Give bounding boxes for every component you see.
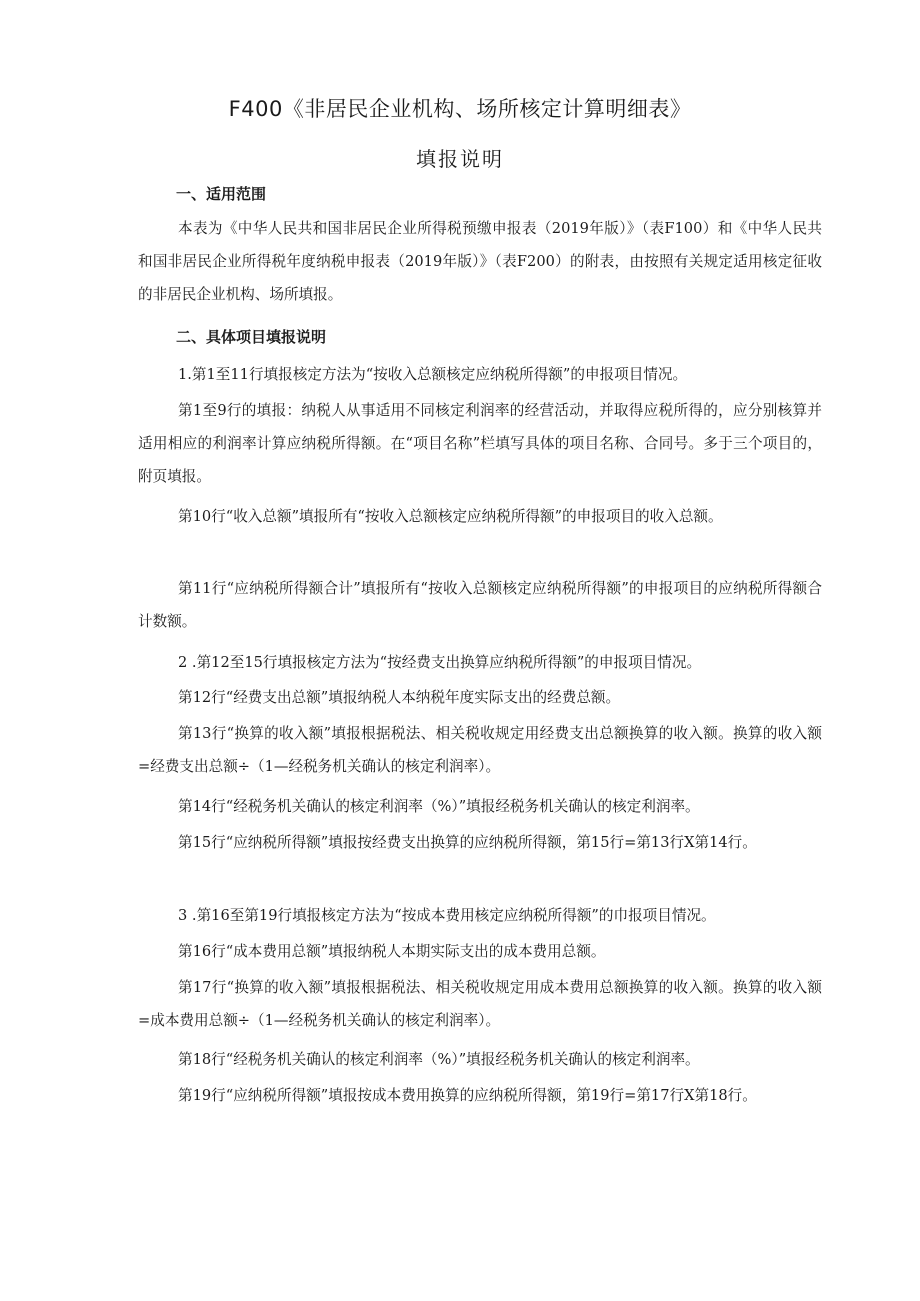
document-subtitle: 填报说明 [416,147,504,171]
section-heading-items: 二、具体项目填报说明 [176,328,327,346]
paragraph-row-18: 第18行“经税务机关确认的核定利润率（%）”填报经税务机关确认的核定利润率。 [178,1051,700,1068]
paragraph-row-16: 第16行“成本费用总额”填报纳税人本期实际支出的成本费用总额。 [178,943,606,960]
section-heading-scope: 一、适用范围 [176,185,267,203]
paragraph-scope: 本表为《中华人民共和国非居民企业所得税预缴申报表（2019年版）》（表F100）和《中华人民共和国非居民企业所得税年度纳税申报表（2019年版）》（表F200）的附表，由按照有关规定适用核定征收的非居民企业机构、场所填报。 [138,220,822,303]
paragraph-row-12: 第12行“经费支出总额”填报纳税人本纳税年度实际支出的经费总额。 [178,689,621,706]
paragraph-rows-1-9: 第1至9行的填报：纳税人从事适用不同核定利润率的经营活动，并取得应税所得的，应分别核算并适用相应的利润率计算应纳税所得额。在“项目名称”栏填写具体的项目名称、合同号。多于三个项目的，附页填报。 [138,402,822,485]
paragraph-rows-12-15: 2 .第12至15行填报核定方法为“按经费支出换算应纳税所得额”的申报项目情况。 [178,654,702,671]
document-title: F400《非居民企业机构、场所核定计算明细表》 [228,97,692,121]
paragraph-row-17: 第17行“换算的收入额”填报根据税法、相关税收规定用成本费用总额换算的收入额。换算的收入额=成本费用总额÷（1—经税务机关确认的核定利润率）。 [138,979,822,1029]
paragraph-rows-16-19: 3 .第16至第19行填报核定方法为“按成本费用核定应纳税所得额”的巾报项目情况。 [178,907,716,924]
paragraph-row-11: 第11行“应纳税所得额合计”填报所有“按收入总额核定应纳税所得额”的申报项目的应纳税所得额合计数额。 [138,580,822,630]
paragraph-row-14: 第14行“经税务机关确认的核定利润率（%）”填报经税务机关确认的核定利润率。 [178,798,700,815]
paragraph-row-13: 第13行“换算的收入额”填报根据税法、相关税收规定用经费支出总额换算的收入额。换算的收入额=经费支出总额÷（1—经税务机关确认的核定利润率）。 [138,725,822,775]
paragraph-rows-1-11: 1.第1至11行填报核定方法为“按收入总额核定应纳税所得额”的申报项目情况。 [178,366,688,383]
paragraph-row-10: 第10行“收入总额”填报所有“按收入总额核定应纳税所得额”的申报项目的收入总额。 [178,508,723,525]
paragraph-row-15: 第15行“应纳税所得额”填报按经费支出换算的应纳税所得额，第15行=第13行X第14行。 [178,834,757,851]
paragraph-row-19: 第19行“应纳税所得额”填报按成本费用换算的应纳税所得额，第19行=第17行X第18行。 [178,1087,757,1104]
